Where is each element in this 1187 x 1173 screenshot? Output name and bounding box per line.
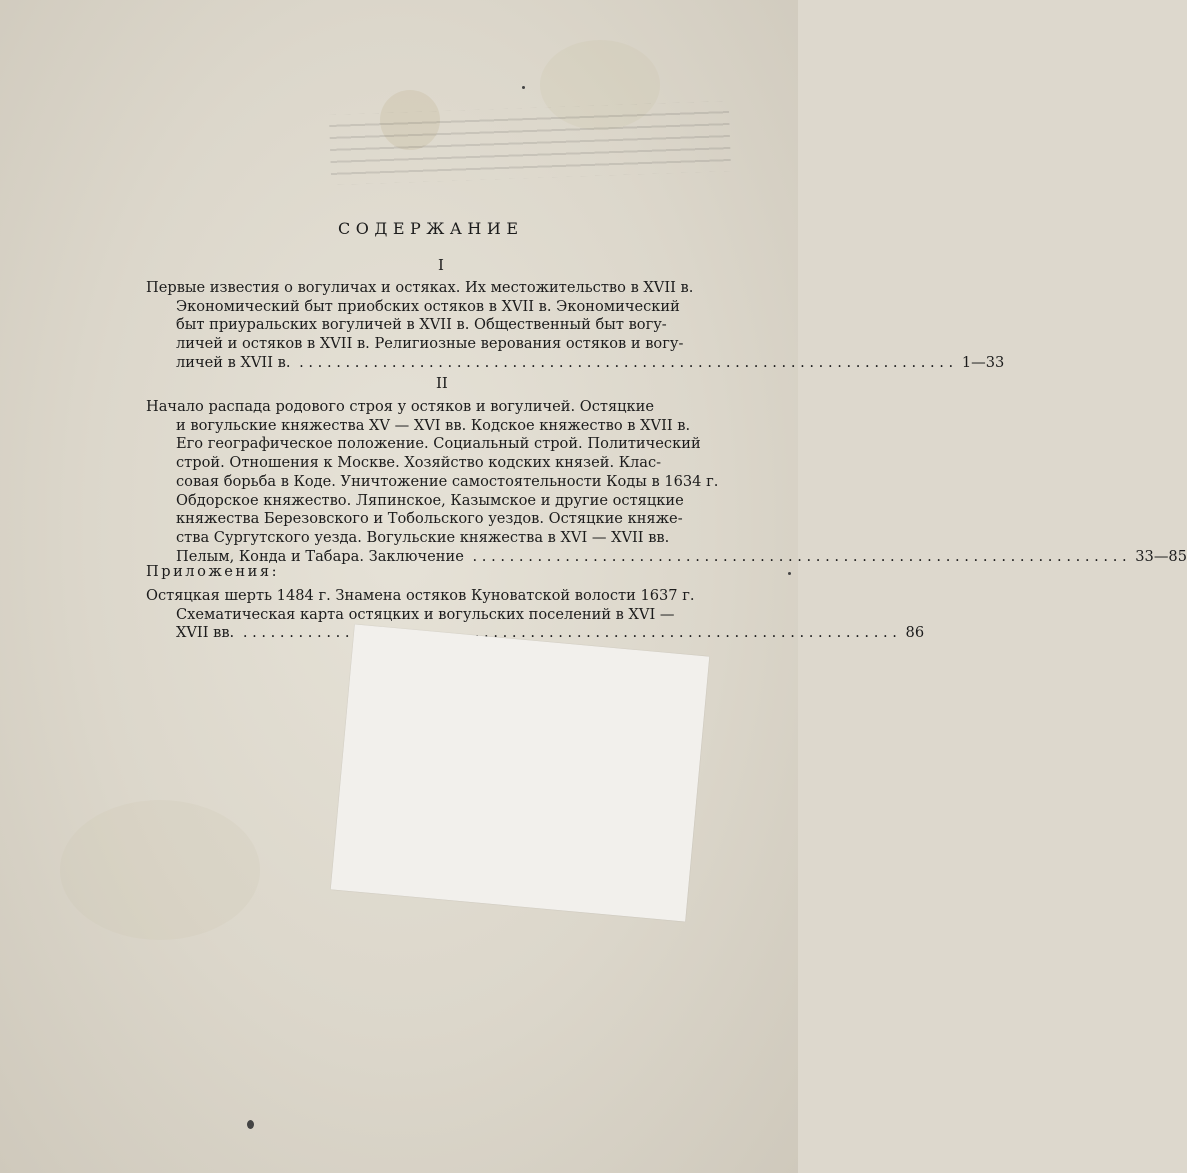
dot-leader — [299, 354, 953, 371]
toc-line: Экономический быт приобских остяков в XVII в. Экономический — [176, 297, 680, 315]
toc-line: совая борьба в Коде. Уничтожение самостоятельности Коды в 1634 г. — [176, 472, 719, 490]
toc-line: и вогульские княжества XV — XVI вв. Кодское княжество в XVII в. — [176, 416, 691, 434]
toc-last-line — [146, 353, 1005, 373]
page-range: 1—33 — [961, 353, 1005, 371]
toc-line: Первые известия о вогуличах и остяках. Их местожительство в XVII в. — [146, 279, 694, 296]
toc-line: Начало распада родового строя у остяков и вогуличей. Остяцкие — [146, 398, 655, 415]
page-title: СОДЕРЖАНИЕ — [338, 219, 524, 238]
toc-line: личей и остяков в XVII в. Религиозные верования остяков и вогу- — [176, 335, 684, 353]
toc-line: Обдорское княжество. Ляпинское, Казымское и другие остяцкие — [176, 491, 684, 509]
paper-stain — [60, 800, 260, 940]
page-range: 86 — [905, 624, 925, 642]
toc-entry — [146, 279, 1005, 373]
toc-entry — [146, 398, 1187, 566]
toc-line: быт приуральских вогуличей в XVII в. Общественный быт вогу- — [176, 316, 667, 334]
toc-line: строй. Отношения к Москве. Хозяйство кодских князей. Клас- — [176, 454, 662, 472]
toc-line: Пелым, Конда и Табара. Заключение — [176, 547, 464, 565]
ink-speck — [788, 572, 791, 575]
pasted-paper-label — [331, 624, 710, 921]
toc-line: княжества Березовского и Тобольского уездов. Остяцкие княже- — [176, 510, 683, 528]
appendix-heading: Приложения: — [146, 563, 279, 580]
toc-line: Его географическое положение. Социальный строй. Политический — [176, 435, 701, 453]
dot-leader — [243, 624, 897, 641]
toc-line: Остяцкая шерть 1484 г. Знамена остяков Куноватской волости 1637 г. — [146, 587, 695, 604]
toc-line: личей в XVII в. — [176, 353, 291, 371]
toc-line: XVII вв. — [176, 624, 235, 642]
ink-speck — [522, 86, 525, 89]
section-number: I — [438, 256, 444, 274]
page-range: 33—85 — [1135, 547, 1187, 565]
ink-speck — [247, 1120, 254, 1129]
bleed-through-text — [329, 101, 731, 185]
toc-line: Схематическая карта остяцких и вогульских поселений в XVI — — [176, 605, 675, 623]
dot-leader — [473, 548, 1127, 565]
toc-line: ства Сургутского уезда. Вогульские княжества в XVI — XVII вв. — [176, 528, 670, 546]
section-number: II — [436, 374, 448, 392]
